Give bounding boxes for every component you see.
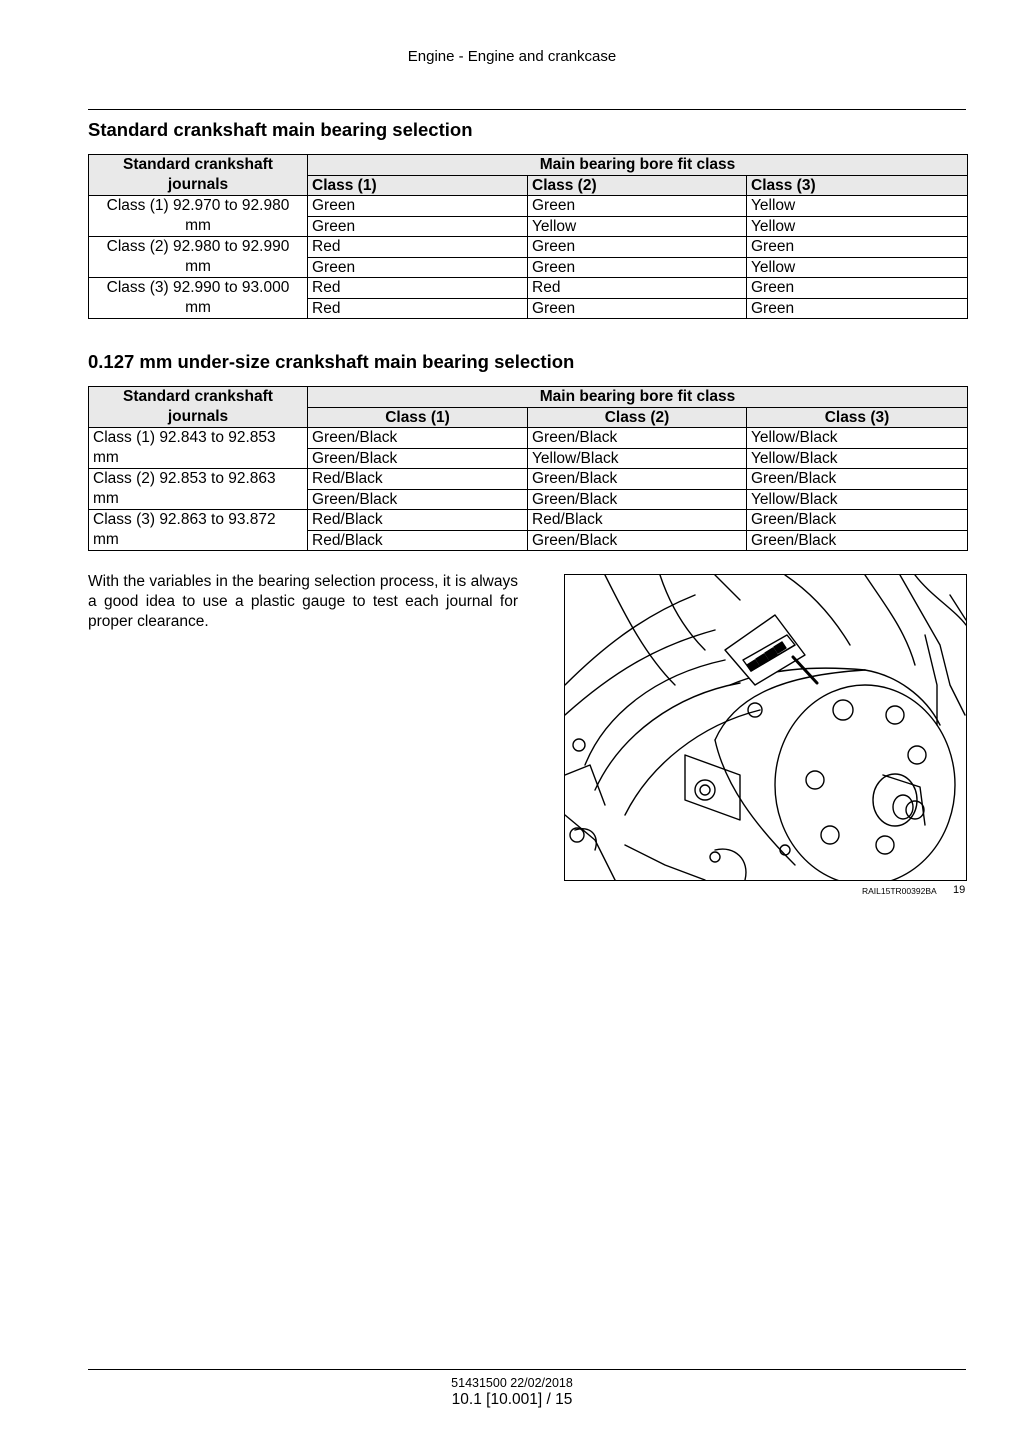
table-cell: Green/Black <box>308 489 528 510</box>
table-cell: Green/Black <box>528 428 747 449</box>
table-cell: Green <box>528 257 747 278</box>
table-cell: Yellow/Black <box>747 489 968 510</box>
table-row <box>89 510 968 531</box>
table-cell: Green <box>528 298 747 319</box>
table-cell: Red/Black <box>528 510 747 531</box>
table-cell: Green/Black <box>528 489 747 510</box>
table-cell: Green/Black <box>528 469 747 490</box>
table-cell: Red <box>308 237 528 258</box>
bore-fit-class-header: Main bearing bore fit class <box>308 387 968 408</box>
table-cell: Green <box>528 196 747 217</box>
table-cell: Yellow/Black <box>747 448 968 469</box>
table-cell: Green/Black <box>747 530 968 551</box>
figure-plastic-gauge <box>564 574 967 881</box>
journal-header: Standard crankshaft journals <box>89 387 308 428</box>
figure-code: RAIL15TR00392BA <box>862 886 937 896</box>
crankshaft-journal-illustration <box>565 575 966 880</box>
bore-fit-class-header: Main bearing bore fit class <box>308 155 968 176</box>
table-row <box>89 196 968 217</box>
journal-range: Class (1) 92.843 to 92.853 mm <box>89 428 308 469</box>
table-cell: Yellow <box>528 216 747 237</box>
journal-range: Class (3) 92.863 to 93.872 mm <box>89 510 308 551</box>
table-cell: Green/Black <box>747 469 968 490</box>
footer-rule <box>88 1369 966 1370</box>
table-cell: Red/Black <box>308 510 528 531</box>
page-reference: 10.1 [10.001] / 15 <box>451 1391 573 1408</box>
table-cell: Green <box>747 278 968 299</box>
column-header: Class (2) <box>528 175 747 196</box>
table-cell: Yellow <box>747 257 968 278</box>
table-cell: Green <box>308 257 528 278</box>
note-paragraph: With the variables in the bearing selection process, it is always a good idea to use a plastic gauge to test each journal for proper clearance. <box>88 573 518 630</box>
document-code: 51431500 22/02/2018 <box>451 1376 573 1390</box>
table-row <box>89 469 968 490</box>
table-row <box>89 278 968 299</box>
table-cell: Green/Black <box>747 510 968 531</box>
section-title-standard: Standard crankshaft main bearing selection <box>88 119 473 140</box>
standard-bearing-table <box>88 154 968 319</box>
journal-range: Class (2) 92.853 to 92.863 mm <box>89 469 308 510</box>
column-header: Class (2) <box>528 407 747 428</box>
table-row <box>89 237 968 258</box>
journal-range: Class (1) 92.970 to 92.980 mm <box>89 196 308 237</box>
section-title-undersize: 0.127 mm under-size crankshaft main bearing selection <box>88 351 575 372</box>
table-cell: Green/Black <box>308 448 528 469</box>
column-header: Class (3) <box>747 407 968 428</box>
table-cell: Red/Black <box>308 530 528 551</box>
table-cell: Yellow <box>747 216 968 237</box>
undersize-bearing-table <box>88 386 968 551</box>
table-cell: Green <box>308 216 528 237</box>
table-cell: Red <box>308 298 528 319</box>
journal-range: Class (3) 92.990 to 93.000 mm <box>89 278 308 319</box>
column-header: Class (3) <box>747 175 968 196</box>
table-cell: Red <box>528 278 747 299</box>
running-header: Engine - Engine and crankcase <box>407 48 617 65</box>
journal-header: Standard crankshaft journals <box>89 155 308 196</box>
table-cell: Green <box>528 237 747 258</box>
table-cell: Green/Black <box>308 428 528 449</box>
table-cell: Green/Black <box>528 530 747 551</box>
table-cell: Red/Black <box>308 469 528 490</box>
table-row <box>89 428 968 449</box>
table-cell: Green <box>308 196 528 217</box>
column-header: Class (1) <box>308 407 528 428</box>
table-cell: Green <box>747 237 968 258</box>
column-header: Class (1) <box>308 175 528 196</box>
figure-number: 19 <box>953 884 966 896</box>
table-cell: Yellow <box>747 196 968 217</box>
journal-range: Class (2) 92.980 to 92.990 mm <box>89 237 308 278</box>
table-cell: Yellow/Black <box>528 448 747 469</box>
header-rule <box>88 109 966 110</box>
table-cell: Yellow/Black <box>747 428 968 449</box>
table-cell: Red <box>308 278 528 299</box>
table-cell: Green <box>747 298 968 319</box>
